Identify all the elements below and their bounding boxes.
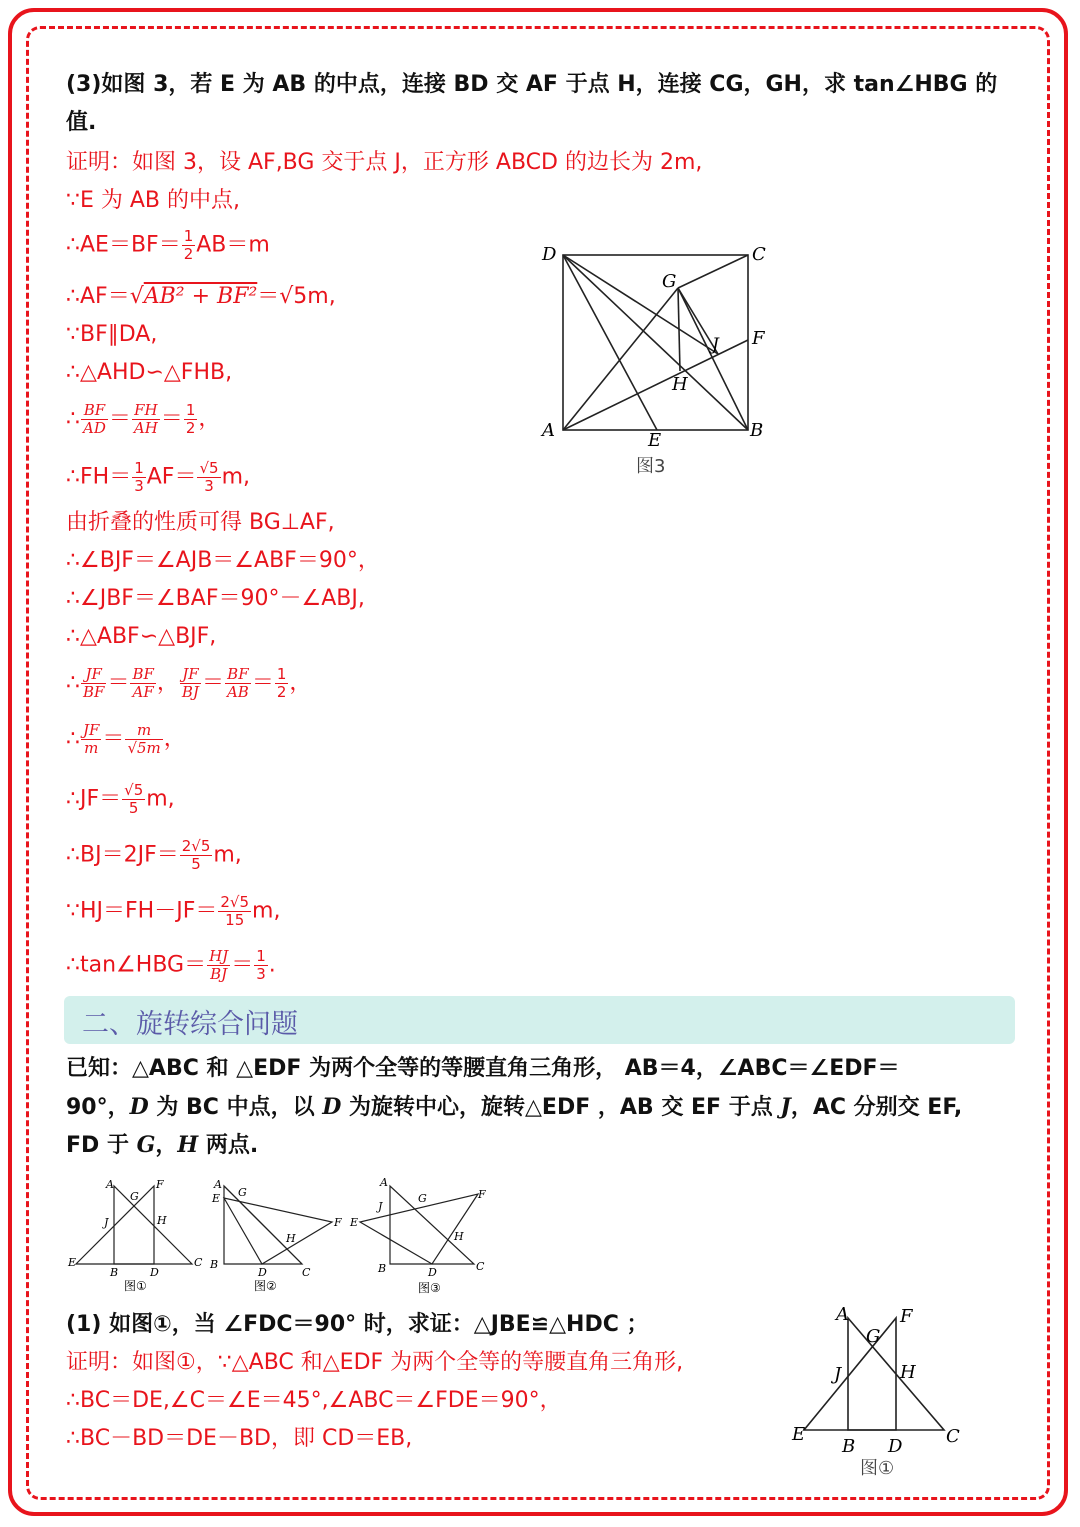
q1-proof-line: ∴BC－BD＝DE－BD，即 CD＝EB, [66, 1426, 413, 1451]
q1-proof-line: 证明：如图①，∵△ABC 和△EDF 为两个全等的等腰直角三角形, [66, 1350, 684, 1375]
svg-text:C: C [476, 1260, 485, 1273]
svg-text:F: F [156, 1178, 164, 1191]
fig3-label-E: E [648, 430, 662, 451]
svg-text:G: G [866, 1326, 881, 1347]
svg-text:E: E [68, 1256, 77, 1269]
q1-proof-line: ∴BC＝DE,∠C＝∠E＝45°,∠ABC＝∠FDE＝90°， [66, 1388, 562, 1413]
proof3-line: ∴ $\frac{JF}{m}$ ＝ $\frac{m}{√5m}$ ， [66, 721, 186, 757]
fig2-small-caption: 图② [254, 1279, 277, 1293]
svg-text:B: B [110, 1266, 119, 1279]
fig3-label-A: A [542, 420, 555, 441]
fig3-small-caption: 图③ [418, 1281, 441, 1295]
proof3-line: ∴∠BJF＝∠AJB＝∠ABF＝90°， [66, 548, 380, 573]
svg-text:C: C [946, 1426, 960, 1447]
figure-3 [530, 236, 780, 481]
svg-text:B: B [842, 1436, 856, 1457]
proof3-line: ∴tan∠HBG＝ $\frac{HJ}{BJ}$ ＝ $\frac{1}{3}$ . [66, 947, 276, 983]
fig3-label-D: D [542, 244, 557, 265]
fig3-label-F: F [752, 328, 765, 349]
svg-text:G: G [130, 1190, 139, 1203]
figure-1-small [66, 1176, 206, 1296]
proof3-line: ∴AE＝BF＝ $\frac{1}{2}$ AB＝m [66, 227, 270, 263]
svg-text:J: J [104, 1216, 109, 1229]
section-header [64, 996, 1015, 1044]
fig3-label-B: B [750, 420, 764, 441]
proof3-line: ∴FH＝ $\frac{1}{3}$ AF＝ $\frac{√5}{3}$ m, [66, 459, 251, 495]
svg-text:E: E [212, 1192, 221, 1205]
rot-text-line2: 90°，D 为 BC 中点，以 D 为旋转中心，旋转△EDF ，AB 交 EF 于点 J，AC 分别交 EF, [66, 1094, 963, 1120]
proof3-line: ∴∠JBF＝∠BAF＝90°－∠ABJ, [66, 586, 365, 611]
proof3-line: ∵E 为 AB 的中点, [66, 188, 241, 213]
svg-text:D: D [428, 1266, 437, 1279]
proof3-line: 证明：如图 3，设 AF,BG 交于点 J，正方形 ABCD 的边长为 2m, [66, 150, 703, 175]
proof3-line: ∴ $\frac{JF}{BF}$ ＝ $\frac{BF}{AF}$ ， $\frac{JF}{BJ}$ ＝ $\frac{BF}{AB}$ ＝ $\frac{1}{2}$ ， [66, 665, 312, 701]
svg-text:H: H [900, 1362, 916, 1383]
svg-text:F: F [478, 1188, 486, 1201]
figure-2-small [206, 1176, 359, 1296]
svg-text:D: D [258, 1266, 267, 1279]
svg-text:J: J [378, 1200, 383, 1213]
proof3-line: ∴△AHD∽△FHB, [66, 360, 233, 385]
svg-text:H: H [454, 1230, 464, 1243]
section-title: 二、旋转综合问题 [82, 1009, 298, 1040]
proof3-line: 由折叠的性质可得 BG⊥AF, [66, 510, 335, 535]
svg-text:C: C [194, 1256, 203, 1269]
svg-text:J: J [834, 1364, 842, 1385]
svg-text:F: F [900, 1306, 913, 1327]
fig3-label-H: H [672, 374, 688, 395]
svg-text:A: A [106, 1178, 114, 1191]
rot-text-line1: 已知：△ABC 和 △EDF 为两个全等的等腰直角三角形， AB＝4，∠ABC＝∠EDF＝ [66, 1056, 900, 1081]
svg-text:A: A [380, 1176, 388, 1189]
q3-text-line1: (3)如图 3，若 E 为 AB 的中点，连接 BD 交 AF 于点 H，连接 CG，GH，求 tan∠HBG 的 [66, 72, 998, 97]
svg-text:F: F [334, 1216, 342, 1229]
fig3-caption: 图3 [636, 456, 666, 477]
proof3-line: ∴△ABF∽△BJF, [66, 624, 217, 649]
svg-text:B: B [210, 1258, 219, 1271]
svg-text:H: H [286, 1232, 296, 1245]
proof3-line: ∵HJ＝FH－JF＝ $\frac{2√5}{15}$ m, [66, 893, 281, 929]
svg-text:E: E [792, 1424, 806, 1445]
figure-3-small [348, 1176, 498, 1296]
proof3-line: ∴ $\frac{BF}{AD}$ ＝ $\frac{FH}{AH}$ ＝ $\frac{1}{2}$ ， [66, 401, 221, 437]
fig1-small-caption: 图① [124, 1279, 147, 1293]
fig3-label-G: G [662, 271, 677, 292]
svg-text:C: C [302, 1266, 311, 1279]
svg-text:B: B [378, 1262, 387, 1275]
svg-text:A: A [836, 1304, 849, 1325]
fig3-label-J: J [712, 335, 719, 355]
proof3-line: ∴BJ＝2JF＝ $\frac{2√5}{5}$ m, [66, 837, 242, 873]
svg-text:H: H [157, 1214, 167, 1227]
fig3-label-C: C [752, 244, 766, 265]
proof3-line: ∴JF＝ $\frac{√5}{5}$ m, [66, 781, 175, 817]
q3-text-line2: 值. [66, 110, 97, 135]
figure-1-large [790, 1304, 970, 1482]
svg-text:G: G [418, 1192, 427, 1205]
svg-text:A: A [214, 1178, 222, 1191]
svg-text:G: G [238, 1186, 247, 1199]
svg-text:D: D [150, 1266, 159, 1279]
proof3-line: ∵BF∥DA, [66, 322, 158, 347]
proof3-line: ∴AF＝√AB² + BF²＝√5m, [66, 284, 336, 309]
q1-text: (1) 如图①，当 ∠FDC＝90° 时，求证：△JBE≌△HDC ； [66, 1312, 649, 1337]
svg-text:D: D [888, 1436, 903, 1457]
fig1-large-caption: 图① [860, 1458, 895, 1479]
rot-text-line3: FD 于 G，H 两点. [66, 1132, 259, 1158]
svg-text:E: E [350, 1216, 359, 1229]
